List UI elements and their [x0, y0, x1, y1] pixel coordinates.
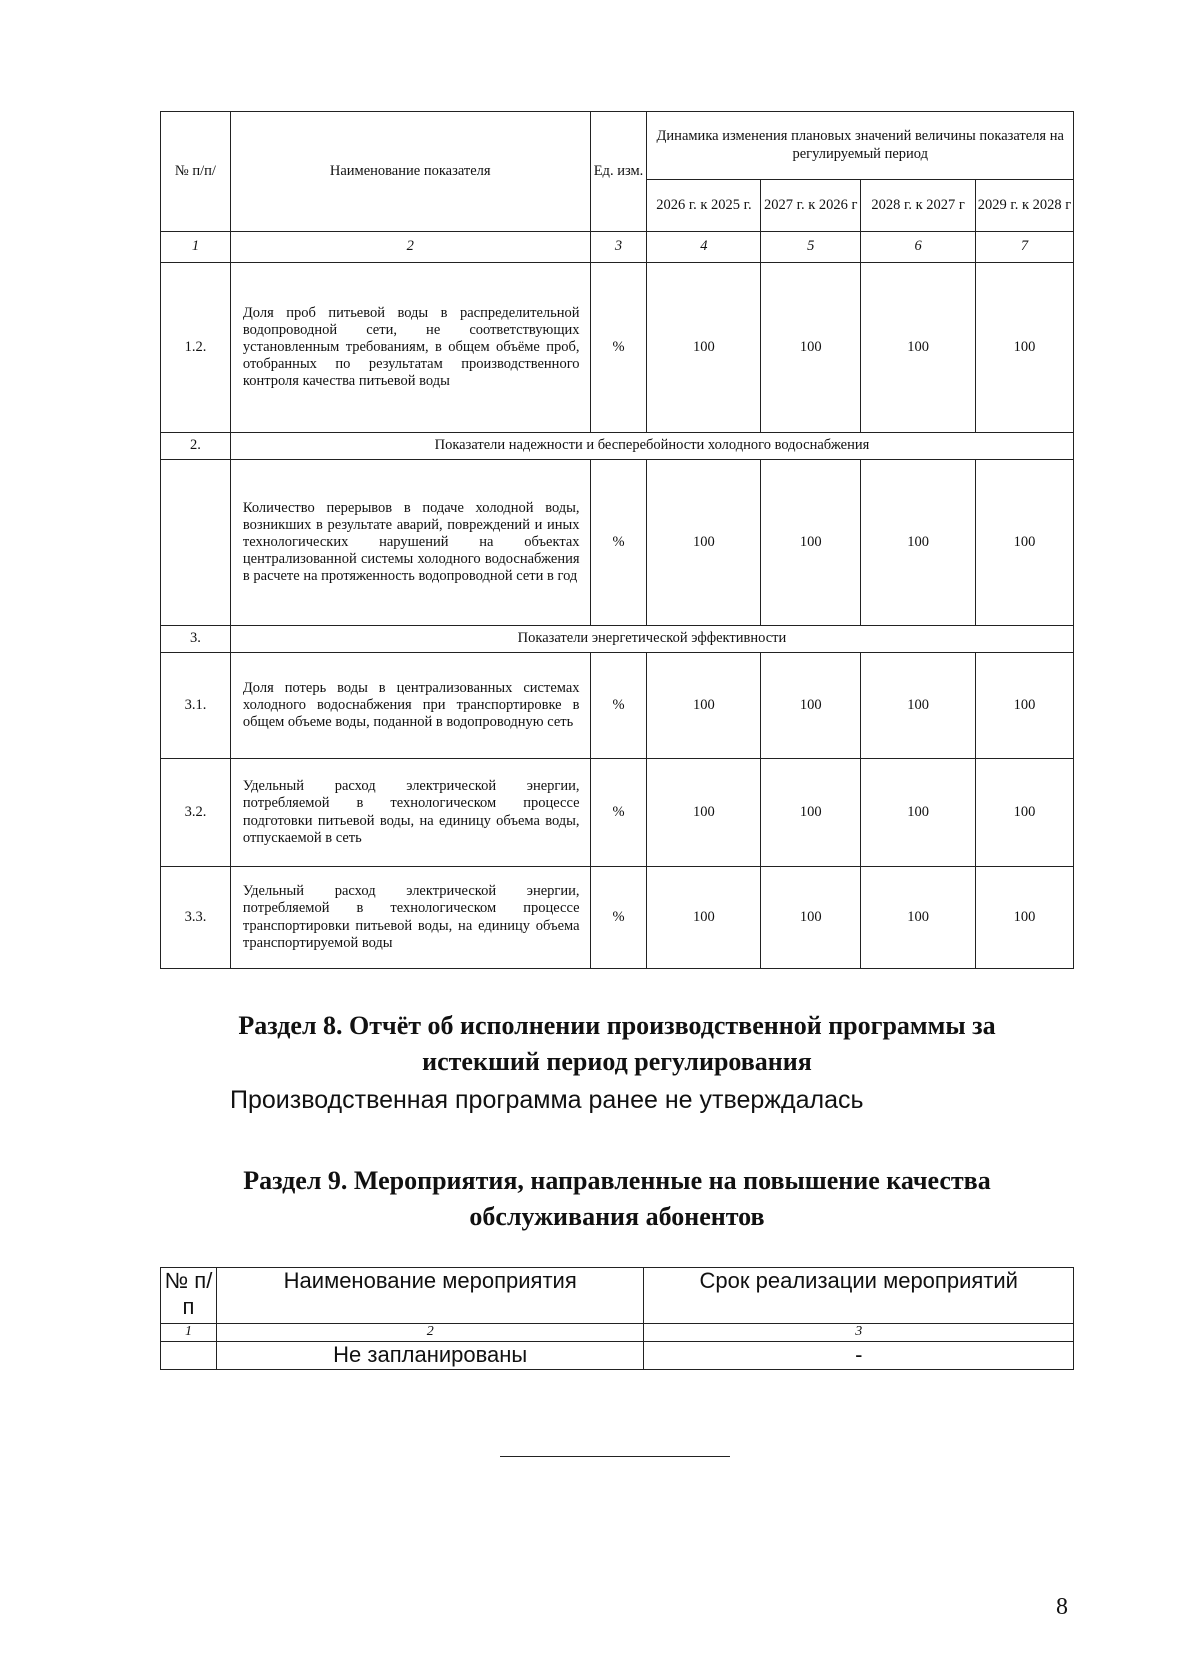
- header-num: № п/п: [161, 1268, 217, 1324]
- section-title: Показатели энергетической эффективности: [230, 626, 1073, 653]
- header-unit: Ед. изм.: [590, 112, 647, 232]
- indicators-table: [160, 111, 1074, 969]
- row-num: [161, 1341, 217, 1369]
- table-row: [161, 759, 1074, 867]
- row-unit: %: [590, 263, 647, 433]
- header-year: 2027 г. к 2026 г: [761, 180, 861, 232]
- header-dynamics: Динамика изменения плановых значений величины показателя на регулируемый период: [647, 112, 1074, 180]
- row-num: 3.1.: [161, 653, 231, 759]
- row-value: 100: [647, 759, 761, 867]
- row-value: 100: [976, 263, 1074, 433]
- column-number: 1: [161, 232, 231, 263]
- row-value: 100: [861, 653, 976, 759]
- header-year: 2028 г. к 2027 г: [861, 180, 976, 232]
- table-row: [161, 460, 1074, 626]
- row-value: 100: [761, 263, 861, 433]
- section9-heading-line1: Раздел 9. Мероприятия, направленные на повышение качества: [243, 1166, 991, 1195]
- column-number: 5: [761, 232, 861, 263]
- section8-heading-line1: Раздел 8. Отчёт об исполнении производственной программы за: [238, 1011, 996, 1040]
- row-value: 100: [976, 867, 1074, 969]
- row-value: 100: [861, 263, 976, 433]
- row-unit: %: [590, 759, 647, 867]
- row-value: 100: [976, 460, 1074, 626]
- header-name: Наименование мероприятия: [216, 1268, 644, 1324]
- column-number: 6: [861, 232, 976, 263]
- row-num: [161, 460, 231, 626]
- column-number: 4: [647, 232, 761, 263]
- column-number: 2: [216, 1324, 644, 1342]
- end-divider: [500, 1456, 730, 1457]
- table-row: [161, 867, 1074, 969]
- row-value: 100: [761, 460, 861, 626]
- row-unit: %: [590, 460, 647, 626]
- row-unit: %: [590, 653, 647, 759]
- page-number: 8: [1056, 1594, 1068, 1620]
- measures-table: [160, 1267, 1074, 1370]
- row-value: 100: [761, 759, 861, 867]
- column-number: 2: [230, 232, 590, 263]
- header-term: Срок реализации мероприятий: [644, 1268, 1074, 1324]
- row-value: 100: [861, 867, 976, 969]
- row-name: Не запланированы: [216, 1341, 644, 1369]
- row-term: -: [644, 1341, 1074, 1369]
- header-year: 2029 г. к 2028 г: [976, 180, 1074, 232]
- table-row: [161, 653, 1074, 759]
- header-year: 2026 г. к 2025 г.: [647, 180, 761, 232]
- row-num: 3.3.: [161, 867, 231, 969]
- table-row: [161, 263, 1074, 433]
- section-title: Показатели надежности и бесперебойности холодного водоснабжения: [230, 433, 1073, 460]
- row-value: 100: [976, 653, 1074, 759]
- row-value: 100: [861, 460, 976, 626]
- row-value: 100: [647, 653, 761, 759]
- table-row: [161, 1341, 1074, 1369]
- row-unit: %: [590, 867, 647, 969]
- section8-text: Производственная программа ранее не утверждалась: [230, 1086, 864, 1114]
- row-num: 1.2.: [161, 263, 231, 433]
- row-name: Удельный расход электрической энергии, потребляемой в технологическом процессе подготовки питьевой воды, на единицу объема воды, отпускаемой в сеть: [230, 759, 590, 867]
- row-value: 100: [647, 263, 761, 433]
- row-name: Количество перерывов в подаче холодной воды, возникших в результате аварий, повреждений и иных технологических нарушений на объектах централизованной системы холодного водоснабжения в расчете на протяженность водопроводной сети в год: [230, 460, 590, 626]
- section-num: 3.: [161, 626, 231, 653]
- section9-heading-line2: обслуживания абонентов: [469, 1202, 765, 1231]
- row-value: 100: [761, 867, 861, 969]
- column-number: 3: [590, 232, 647, 263]
- header-num: № п/п/: [161, 112, 231, 232]
- row-name: Удельный расход электрической энергии, потребляемой в технологическом процессе транспортировки питьевой воды, на единицу объема транспортируемой воды: [230, 867, 590, 969]
- header-name: Наименование показателя: [230, 112, 590, 232]
- column-number-row: [161, 1324, 1074, 1342]
- section-row: [161, 433, 1074, 460]
- column-number: 3: [644, 1324, 1074, 1342]
- row-value: 100: [976, 759, 1074, 867]
- section8-heading-line2: истекший период регулирования: [422, 1047, 812, 1076]
- row-num: 3.2.: [161, 759, 231, 867]
- section-num: 2.: [161, 433, 231, 460]
- section8-heading: [160, 1008, 1074, 1080]
- section-row: [161, 626, 1074, 653]
- row-value: 100: [647, 460, 761, 626]
- row-value: 100: [647, 867, 761, 969]
- section9-heading: [160, 1163, 1074, 1235]
- column-number: 7: [976, 232, 1074, 263]
- row-name: Доля потерь воды в централизованных системах холодного водоснабжения при транспортировке в общем объеме воды, поданной в водопроводную сеть: [230, 653, 590, 759]
- row-value: 100: [861, 759, 976, 867]
- row-value: 100: [761, 653, 861, 759]
- column-number-row: [161, 232, 1074, 263]
- column-number: 1: [161, 1324, 217, 1342]
- row-name: Доля проб питьевой воды в распределительной водопроводной сети, не соответствующих установленным требованиям, в общем объёме проб, отобранных по результатам производственного контроля качества питьевой воды: [230, 263, 590, 433]
